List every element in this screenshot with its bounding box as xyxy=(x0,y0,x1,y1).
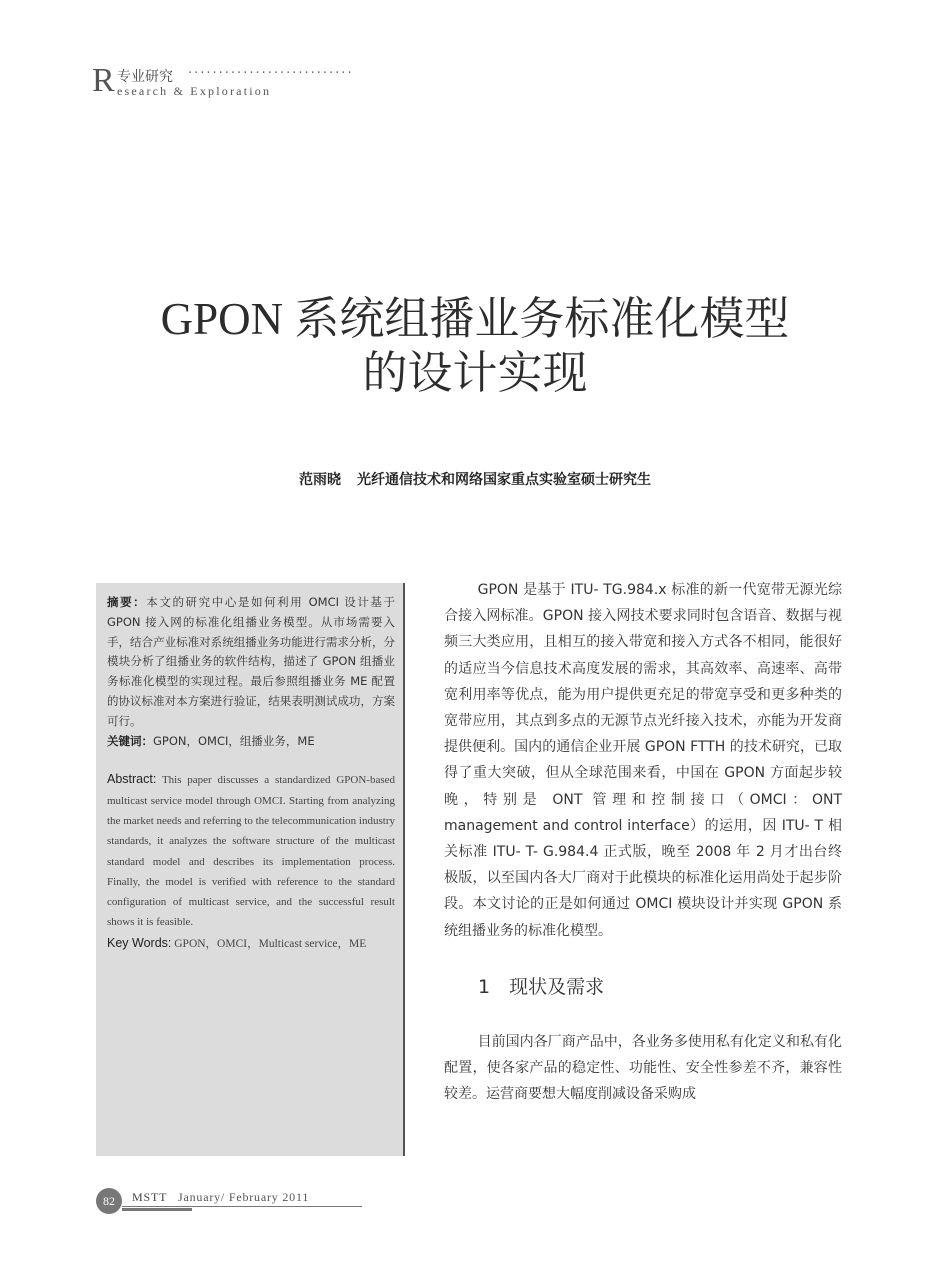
journal-name: MSTT xyxy=(132,1190,168,1204)
title-line-1: GPON 系统组播业务标准化模型 xyxy=(160,294,790,344)
body-column xyxy=(444,577,842,1107)
header-section-en: esearch & Exploration xyxy=(117,84,272,98)
keywords-cn-label: 关键词： xyxy=(107,733,153,748)
abstract-en-label: Abstract: xyxy=(107,772,157,787)
keywords-cn-text: GPON，OMCI，组播业务，ME xyxy=(153,733,315,748)
section-heading-1: 1 现状及需求 xyxy=(478,975,605,998)
keywords-en-label: Key Words: xyxy=(107,935,172,950)
author-line xyxy=(0,469,950,489)
header-dot-leader: ··························· xyxy=(188,66,354,81)
author-name: 范雨晓 xyxy=(299,472,341,488)
author-affiliation: 光纤通信技术和网络国家重点实验室硕士研究生 xyxy=(357,472,651,488)
abstract-box xyxy=(96,583,405,1156)
page-footer xyxy=(96,1186,366,1216)
article-title xyxy=(60,292,890,400)
abstract-en xyxy=(107,769,395,932)
keywords-en xyxy=(107,933,395,954)
footer-rule-thick xyxy=(122,1208,192,1211)
journal-issue: January/ February 2011 xyxy=(178,1190,310,1204)
abstract-cn-label: 摘要： xyxy=(107,595,147,609)
abstract-en-text: This paper discusses a standardized GPON-based multicast service model through OMCI. Starting from analyzing the market needs and referring to the telecommunication industry standards, it analyzes the software structure of the multicast standard model and describes its implementation process. Finally, the model is verified with reference to the standard configuration of multicast service, and the successful result shows it is feasible. xyxy=(107,774,395,929)
body-paragraph-2: 目前国内各厂商产品中，各业务多使用私有化定义和私有化配置，使各家产品的稳定性、功能性、安全性参差不齐，兼容性较差。运营商要想大幅度削减设备采购成 xyxy=(444,1033,842,1103)
abstract-cn xyxy=(107,593,395,732)
header-logo-letter: R xyxy=(92,62,115,99)
page-number: 82 xyxy=(96,1188,122,1214)
footer-rule-thin xyxy=(122,1206,362,1207)
keywords-cn xyxy=(107,732,395,752)
header-section-cn: 专业研究 xyxy=(117,69,173,85)
keywords-en-text: GPON，OMCI，Multicast service，ME xyxy=(174,937,367,950)
running-header xyxy=(92,62,452,102)
body-paragraph-1: GPON 是基于 ITU- TG.984.x 标准的新一代宽带无源光综合接入网标准。GPON 接入网技术要求同时包含语音、数据与视频三大类应用，且相互的接入带宽和接入方式各不相同，能很好的适应当今信息技术高度发展的需求，其高效率、高速率、高带宽利用率等优点，能为用户提供更充足的带宽享受和更多种类的宽带应用，其点到多点的无源节点光纤接入技术，亦能为开发商提供便利。国内的通信企业开展 GPON FTTH 的技术研究，已取得了重大突破，但从全球范围来看，中国在 GPON 方面起步较晚，特别是 ONT 管理和控制接口（OMCI：ONT management and control interface）的运用，因 ITU- T 相关标准 ITU- T- G.984.4 正式版，晚至 2008 年 2 月才出台终极版，以至国内各大厂商对于此模块的标准化运用尚处于起步阶段。本文讨论的正是如何通过 OMCI 模块设计并实现 GPON 系统组播业务的标准化模型。 xyxy=(444,582,842,939)
abstract-cn-text: 本文的研究中心是如何利用 OMCI 设计基于 GPON 接入网的标准化组播业务模型。从市场需要入手，结合产业标准对系统组播业务功能进行需求分析，分模块分析了组播业务的软件结构，描述了 GPON 组播业务标准化模型的实现过程。最后参照组播业务 ME 配置的协议标准对本方案进行验证，结果表明测试成功，方案可行。 xyxy=(107,595,395,728)
title-line-2: 的设计实现 xyxy=(362,348,588,398)
